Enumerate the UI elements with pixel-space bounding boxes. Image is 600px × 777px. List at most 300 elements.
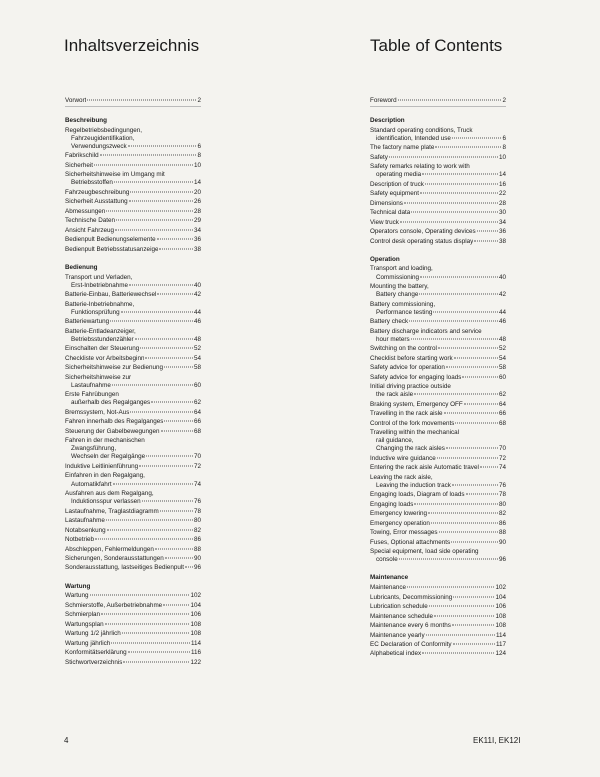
toc-entry[interactable] bbox=[370, 219, 506, 227]
toc-entry-row[interactable] bbox=[65, 336, 201, 344]
toc-entry-row[interactable] bbox=[65, 640, 201, 648]
toc-entry-row[interactable] bbox=[65, 198, 201, 206]
toc-entry[interactable] bbox=[370, 594, 506, 602]
toc-entry[interactable] bbox=[65, 198, 201, 206]
dot-leader bbox=[122, 633, 190, 634]
toc-entry-label: Betriebsstundenzähler bbox=[71, 335, 134, 343]
dot-leader bbox=[454, 357, 498, 358]
dot-leader bbox=[464, 403, 498, 404]
dot-leader bbox=[110, 321, 193, 322]
toc-entry[interactable] bbox=[370, 283, 506, 299]
toc-entry-label: Safety advice for engaging loads bbox=[370, 373, 462, 381]
toc-entry[interactable] bbox=[370, 510, 506, 518]
page-title-german: Inhaltsverzeichnis bbox=[64, 36, 200, 55]
toc-entry-row[interactable] bbox=[65, 246, 201, 254]
toc-entry[interactable] bbox=[65, 345, 201, 353]
toc-entry-label: Batterie-Einbau, Batteriewechsel bbox=[65, 291, 157, 299]
toc-entry-page: 46 bbox=[498, 318, 506, 326]
dot-leader bbox=[409, 321, 498, 322]
toc-entry-row[interactable] bbox=[370, 291, 506, 299]
toc-entry-page: 106 bbox=[190, 611, 201, 619]
toc-entry-label: Safety advice for operation bbox=[370, 364, 445, 372]
dot-leader bbox=[446, 448, 498, 449]
toc-entry-label: Schmierplan bbox=[65, 611, 100, 619]
toc-entry[interactable] bbox=[65, 217, 201, 225]
toc-entry[interactable] bbox=[65, 189, 201, 197]
toc-entry-page: 58 bbox=[498, 364, 506, 372]
toc-entry-page: 108 bbox=[495, 612, 506, 620]
toc-entry-label: Operators console, Operating devices bbox=[370, 228, 476, 236]
toc-entry-row[interactable] bbox=[370, 529, 506, 537]
toc-entry[interactable] bbox=[370, 265, 506, 281]
toc-entry-row[interactable] bbox=[370, 584, 506, 592]
toc-entry-page: 114 bbox=[495, 631, 506, 639]
dot-leader bbox=[474, 240, 498, 241]
toc-entry-line: Transport und Verladen, bbox=[65, 273, 133, 281]
toc-entry-label: Lubrication schedule bbox=[370, 603, 428, 611]
toc-entry-page: 14 bbox=[498, 171, 506, 179]
toc-entry[interactable] bbox=[65, 564, 201, 572]
toc-entry[interactable] bbox=[65, 490, 201, 506]
toc-entry[interactable] bbox=[370, 355, 506, 363]
toc-entry-row[interactable] bbox=[370, 613, 506, 621]
toc-entry-row[interactable] bbox=[370, 190, 506, 198]
toc-entry[interactable] bbox=[65, 364, 201, 372]
toc-entry-line: Mounting the battery, bbox=[370, 282, 429, 290]
toc-entry[interactable] bbox=[370, 464, 506, 472]
toc-entry-page: 104 bbox=[495, 593, 506, 601]
toc-entry-label: Maintenance yearly bbox=[370, 631, 425, 639]
toc-entry[interactable] bbox=[65, 508, 201, 516]
toc-entry-page: 58 bbox=[193, 364, 201, 372]
toc-entry-row[interactable] bbox=[370, 209, 506, 217]
toc-entry[interactable] bbox=[65, 428, 201, 436]
toc-entry-row[interactable] bbox=[65, 282, 201, 290]
section-heading: Beschreibung bbox=[65, 117, 107, 125]
toc-entry-row[interactable] bbox=[370, 455, 506, 463]
toc-entry-row[interactable] bbox=[65, 536, 201, 544]
toc-entry-row[interactable] bbox=[370, 464, 506, 472]
toc-entry-line: Safety remarks relating to work with bbox=[370, 163, 470, 171]
toc-entry-row[interactable] bbox=[370, 491, 506, 499]
toc-entry[interactable] bbox=[65, 328, 201, 344]
toc-entry-page: 70 bbox=[193, 453, 201, 461]
toc-entry-row[interactable] bbox=[370, 181, 506, 189]
toc-entry-row[interactable] bbox=[65, 143, 201, 151]
toc-entry-row[interactable] bbox=[370, 482, 506, 490]
toc-entry[interactable] bbox=[65, 546, 201, 554]
toc-entry-row[interactable] bbox=[370, 144, 506, 152]
toc-entry[interactable] bbox=[370, 238, 506, 246]
dot-leader bbox=[407, 587, 494, 588]
toc-entry[interactable] bbox=[65, 418, 201, 426]
toc-entry-row[interactable] bbox=[370, 154, 506, 162]
toc-entry[interactable] bbox=[65, 152, 201, 160]
toc-entry-row[interactable] bbox=[65, 481, 201, 489]
toc-entry-row[interactable] bbox=[370, 510, 506, 518]
toc-entry-row[interactable] bbox=[370, 410, 506, 418]
toc-entry-line: Leaving the rack aisle, bbox=[370, 473, 433, 481]
dot-leader bbox=[128, 145, 197, 146]
toc-entry[interactable] bbox=[65, 355, 201, 363]
toc-entry-row[interactable] bbox=[65, 409, 201, 417]
toc-entry-page: 29 bbox=[193, 217, 201, 225]
toc-entry[interactable] bbox=[370, 501, 506, 509]
toc-entry-row[interactable] bbox=[370, 594, 506, 602]
toc-entry[interactable] bbox=[65, 592, 201, 600]
toc-entry-row[interactable] bbox=[65, 152, 201, 160]
toc-entry[interactable] bbox=[370, 529, 506, 537]
toc-entry[interactable] bbox=[65, 472, 201, 488]
toc-entry[interactable] bbox=[370, 345, 506, 353]
dot-leader bbox=[112, 384, 193, 385]
toc-entry-label: Notabsenkung bbox=[65, 526, 106, 534]
toc-entry-page: 88 bbox=[193, 545, 201, 553]
dot-leader bbox=[159, 248, 193, 249]
toc-entry-row[interactable] bbox=[370, 135, 506, 143]
dot-leader bbox=[389, 156, 498, 157]
toc-entry[interactable] bbox=[65, 274, 201, 290]
foreword-entry[interactable] bbox=[65, 97, 201, 107]
toc-entry-label: operating media bbox=[376, 171, 422, 179]
toc-entry[interactable] bbox=[370, 301, 506, 317]
toc-entry-row[interactable] bbox=[370, 391, 506, 399]
toc-entry-row[interactable] bbox=[65, 630, 201, 638]
toc-entry[interactable] bbox=[65, 227, 201, 235]
toc-entry-row[interactable] bbox=[370, 200, 506, 208]
toc-entry[interactable] bbox=[65, 602, 201, 610]
dot-leader bbox=[114, 182, 193, 183]
dot-leader bbox=[425, 183, 498, 184]
toc-entry[interactable] bbox=[370, 548, 506, 564]
toc-entry[interactable] bbox=[65, 291, 201, 299]
toc-entry-row[interactable] bbox=[370, 228, 506, 236]
toc-entry-line: Erste Fahrübungen bbox=[65, 391, 119, 399]
toc-entry[interactable] bbox=[370, 144, 506, 152]
toc-entry[interactable] bbox=[370, 603, 506, 611]
toc-entry[interactable] bbox=[65, 208, 201, 216]
toc-entry-row[interactable] bbox=[370, 171, 506, 179]
toc-entry-page: 62 bbox=[498, 391, 506, 399]
toc-entry[interactable] bbox=[65, 301, 201, 317]
toc-entry-row[interactable] bbox=[65, 463, 201, 471]
toc-entry-row[interactable] bbox=[65, 418, 201, 426]
toc-entry-page: 44 bbox=[498, 308, 506, 316]
dot-leader bbox=[123, 661, 189, 662]
toc-entry-row[interactable] bbox=[65, 291, 201, 299]
toc-entry-page: 64 bbox=[498, 400, 506, 408]
toc-entry[interactable] bbox=[65, 527, 201, 535]
toc-entry-row[interactable] bbox=[65, 564, 201, 572]
toc-entry-row[interactable] bbox=[65, 555, 201, 563]
dot-leader bbox=[453, 643, 495, 644]
toc-entry[interactable] bbox=[370, 539, 506, 547]
toc-entry[interactable] bbox=[65, 127, 201, 151]
toc-entry[interactable] bbox=[65, 171, 201, 187]
dot-leader bbox=[129, 201, 193, 202]
toc-entry-page: 6 bbox=[197, 142, 201, 150]
toc-entry-row[interactable] bbox=[65, 592, 201, 600]
toc-entry-row[interactable] bbox=[65, 453, 201, 461]
dot-leader bbox=[95, 539, 193, 540]
toc-entry[interactable] bbox=[370, 410, 506, 418]
dot-leader bbox=[477, 231, 498, 232]
toc-entry-row[interactable] bbox=[370, 603, 506, 611]
toc-entry-row[interactable] bbox=[370, 274, 506, 282]
toc-entry-row[interactable] bbox=[65, 217, 201, 225]
toc-entry-page: 72 bbox=[193, 462, 201, 470]
toc-entry[interactable] bbox=[370, 228, 506, 236]
toc-entry[interactable] bbox=[370, 163, 506, 179]
dot-leader bbox=[163, 604, 189, 605]
toc-entry-row[interactable] bbox=[370, 238, 506, 246]
toc-entry[interactable] bbox=[65, 437, 201, 461]
dot-leader bbox=[434, 615, 494, 616]
toc-entry-label: Notbetrieb bbox=[65, 536, 95, 544]
toc-entry[interactable] bbox=[370, 328, 506, 344]
toc-entry-row[interactable] bbox=[65, 162, 201, 170]
toc-entry-label: Maintenance every 6 months bbox=[370, 622, 451, 630]
foreword-entry[interactable] bbox=[370, 97, 506, 107]
dot-leader bbox=[426, 634, 495, 635]
toc-entry[interactable] bbox=[65, 659, 201, 667]
toc-entry-page: 86 bbox=[498, 519, 506, 527]
dot-leader bbox=[429, 606, 495, 607]
toc-entry-page: 10 bbox=[193, 161, 201, 169]
toc-entry-page: 20 bbox=[193, 188, 201, 196]
dot-leader bbox=[185, 567, 193, 568]
toc-entry[interactable] bbox=[370, 181, 506, 189]
toc-entry-row[interactable] bbox=[370, 309, 506, 317]
toc-entry-line: Zwangsführung, bbox=[71, 445, 117, 453]
toc-entry[interactable] bbox=[370, 318, 506, 326]
dot-leader bbox=[94, 164, 193, 165]
dot-leader bbox=[398, 100, 502, 101]
toc-entry-page: 52 bbox=[193, 345, 201, 353]
toc-entry-line: Battery discharge indicators and service bbox=[370, 327, 482, 335]
toc-entry-row[interactable] bbox=[65, 355, 201, 363]
toc-entry-label: Safety equipment bbox=[370, 190, 420, 198]
toc-entry-row[interactable] bbox=[65, 621, 201, 629]
toc-entry-row[interactable] bbox=[65, 546, 201, 554]
toc-entry[interactable] bbox=[370, 374, 506, 382]
toc-entry[interactable] bbox=[370, 429, 506, 453]
toc-entry-page: 88 bbox=[498, 529, 506, 537]
toc-entry-row[interactable] bbox=[370, 219, 506, 227]
toc-entry[interactable] bbox=[370, 491, 506, 499]
toc-entry-row[interactable] bbox=[65, 208, 201, 216]
toc-entry-label: Fahrzeugbeschreibung bbox=[65, 188, 130, 196]
section-heading: Bedienung bbox=[65, 263, 98, 271]
toc-entry-label: Stichwortverzeichnis bbox=[65, 658, 123, 666]
toc-entry-row[interactable] bbox=[370, 336, 506, 344]
dot-leader bbox=[139, 465, 193, 466]
toc-entry-row[interactable] bbox=[370, 632, 506, 640]
toc-entry-line: Einfahren in den Regalgang, bbox=[65, 472, 145, 480]
toc-entry-row[interactable] bbox=[65, 309, 201, 317]
toc-entry-page: 64 bbox=[193, 408, 201, 416]
toc-entry-label: View truck bbox=[370, 218, 399, 226]
toc-entry-label: Fahren innerhalb des Regalganges bbox=[65, 418, 164, 426]
dot-leader bbox=[414, 503, 498, 504]
toc-entry[interactable] bbox=[370, 641, 506, 649]
toc-entry-page: 6 bbox=[502, 134, 506, 142]
dot-leader bbox=[435, 147, 501, 148]
toc-entry-label: Performance testing bbox=[376, 308, 433, 316]
dot-leader bbox=[105, 623, 190, 624]
toc-entry-label: Bremssystem, Not-Aus bbox=[65, 408, 130, 416]
toc-entry[interactable] bbox=[370, 622, 506, 630]
toc-entry-row[interactable] bbox=[370, 364, 506, 372]
toc-entry-row[interactable] bbox=[65, 508, 201, 516]
toc-entry[interactable] bbox=[370, 650, 506, 658]
toc-entry-page: 30 bbox=[498, 209, 506, 217]
toc-entry[interactable] bbox=[65, 555, 201, 563]
dot-leader bbox=[90, 595, 190, 596]
dot-leader bbox=[145, 357, 193, 358]
toc-entry[interactable] bbox=[370, 420, 506, 428]
toc-entry[interactable] bbox=[370, 127, 506, 143]
toc-entry-row[interactable] bbox=[65, 649, 201, 657]
toc-entry-row[interactable] bbox=[370, 650, 506, 658]
toc-entry-page: 40 bbox=[193, 281, 201, 289]
toc-entry[interactable] bbox=[370, 632, 506, 640]
toc-entry-label: Description of truck bbox=[370, 180, 424, 188]
toc-entry[interactable] bbox=[370, 520, 506, 528]
toc-entry[interactable] bbox=[370, 154, 506, 162]
toc-entry-page: 74 bbox=[498, 464, 506, 472]
toc-entry[interactable] bbox=[65, 630, 201, 638]
section-heading: Maintenance bbox=[370, 574, 409, 582]
dot-leader bbox=[155, 548, 193, 549]
toc-entry-page: 48 bbox=[498, 335, 506, 343]
toc-entry[interactable] bbox=[370, 190, 506, 198]
toc-entry[interactable] bbox=[65, 463, 201, 471]
toc-entry-page: 16 bbox=[498, 180, 506, 188]
toc-entry[interactable] bbox=[65, 391, 201, 407]
toc-entry-row[interactable] bbox=[370, 374, 506, 382]
toc-entry-label: Changing the rack aisles bbox=[376, 445, 445, 453]
toc-entry[interactable] bbox=[65, 409, 201, 417]
toc-entry-row[interactable] bbox=[65, 517, 201, 525]
toc-entry[interactable] bbox=[65, 236, 201, 244]
dot-leader bbox=[431, 522, 498, 523]
toc-entry-row[interactable] bbox=[370, 420, 506, 428]
toc-entry-line: Regelbetriebsbedingungen, bbox=[65, 126, 143, 134]
toc-entry-page: 34 bbox=[193, 226, 201, 234]
toc-entry-row[interactable] bbox=[65, 602, 201, 610]
toc-entry-row[interactable] bbox=[370, 520, 506, 528]
toc-entry[interactable] bbox=[65, 621, 201, 629]
toc-entry-row[interactable] bbox=[370, 622, 506, 630]
toc-entry-row[interactable] bbox=[370, 445, 506, 453]
dot-leader bbox=[140, 348, 193, 349]
dot-leader bbox=[444, 413, 498, 414]
toc-entry-label: Emergency operation bbox=[370, 519, 430, 527]
toc-entry-row[interactable] bbox=[370, 318, 506, 326]
toc-entry-label: Dimensions bbox=[370, 199, 403, 207]
toc-entry-row[interactable] bbox=[370, 556, 506, 564]
section-heading: Wartung bbox=[65, 582, 91, 590]
toc-entry[interactable] bbox=[65, 162, 201, 170]
toc-entry-label: Technical data bbox=[370, 209, 411, 217]
toc-entry-label: Wartungsplan bbox=[65, 620, 104, 628]
toc-entry-row[interactable] bbox=[65, 318, 201, 326]
toc-entry[interactable] bbox=[65, 649, 201, 657]
toc-entry-row[interactable] bbox=[65, 345, 201, 353]
toc-entry[interactable] bbox=[370, 383, 506, 399]
dot-leader bbox=[106, 210, 193, 211]
toc-entry-label: EC Declaration of Conformity bbox=[370, 640, 452, 648]
toc-entry-page: 38 bbox=[193, 245, 201, 253]
toc-entry-row[interactable] bbox=[65, 227, 201, 235]
toc-entry-row[interactable] bbox=[65, 399, 201, 407]
toc-entry-row[interactable] bbox=[370, 355, 506, 363]
section-heading: Description bbox=[370, 117, 405, 125]
toc-entry-row[interactable] bbox=[370, 401, 506, 409]
toc-entry[interactable] bbox=[65, 640, 201, 648]
toc-entry-label: Sicherungen, Sonderausstattungen bbox=[65, 555, 164, 562]
toc-entry[interactable] bbox=[370, 364, 506, 372]
dot-leader bbox=[439, 532, 498, 533]
toc-entry-row[interactable] bbox=[65, 364, 201, 372]
toc-entry-label: Betriebsstoffen bbox=[71, 179, 113, 187]
toc-entry-row[interactable] bbox=[370, 345, 506, 353]
toc-entry-page: 116 bbox=[190, 649, 201, 657]
dot-leader bbox=[453, 596, 494, 597]
toc-entry-label: Maintenance schedule bbox=[370, 612, 434, 620]
toc-entry[interactable] bbox=[65, 536, 201, 544]
toc-entry-page: 80 bbox=[193, 517, 201, 525]
toc-entry[interactable] bbox=[65, 374, 201, 390]
toc-entry[interactable] bbox=[65, 246, 201, 254]
toc-entry[interactable] bbox=[370, 200, 506, 208]
toc-entry-label: identification, Intended use bbox=[376, 134, 451, 142]
toc-entry-row[interactable] bbox=[65, 189, 201, 197]
toc-entry-page: 90 bbox=[193, 555, 201, 562]
toc-entry[interactable] bbox=[370, 613, 506, 621]
toc-entry[interactable] bbox=[370, 474, 506, 490]
toc-entry-label: the rack aisle bbox=[376, 391, 414, 399]
toc-entry-row[interactable] bbox=[370, 641, 506, 649]
toc-entry-row[interactable] bbox=[65, 236, 201, 244]
dot-leader bbox=[420, 276, 498, 277]
toc-entry[interactable] bbox=[370, 584, 506, 592]
toc-entry-label: Lastaufnahme bbox=[65, 517, 105, 525]
toc-entry-row[interactable] bbox=[65, 179, 201, 187]
toc-entry-page: 44 bbox=[193, 308, 201, 316]
toc-entry-row[interactable] bbox=[65, 659, 201, 667]
toc-entry[interactable] bbox=[370, 455, 506, 463]
toc-entry-row[interactable] bbox=[65, 428, 201, 436]
toc-entry[interactable] bbox=[65, 318, 201, 326]
toc-entry[interactable] bbox=[65, 517, 201, 525]
toc-entry-page: 26 bbox=[193, 198, 201, 206]
dot-leader bbox=[161, 430, 193, 431]
toc-entry-row[interactable] bbox=[65, 611, 201, 619]
toc-entry-row[interactable] bbox=[370, 539, 506, 547]
toc-entry-label: Wartung jährlich bbox=[65, 639, 111, 647]
toc-entry[interactable] bbox=[65, 611, 201, 619]
toc-entry-page: 117 bbox=[495, 640, 506, 648]
toc-entry-row[interactable] bbox=[65, 527, 201, 535]
toc-entry[interactable] bbox=[370, 401, 506, 409]
toc-entry-row[interactable] bbox=[65, 382, 201, 390]
toc-entry[interactable] bbox=[370, 209, 506, 217]
toc-entry-row[interactable] bbox=[65, 498, 201, 506]
toc-entry-row[interactable] bbox=[370, 501, 506, 509]
dot-leader bbox=[130, 191, 193, 192]
